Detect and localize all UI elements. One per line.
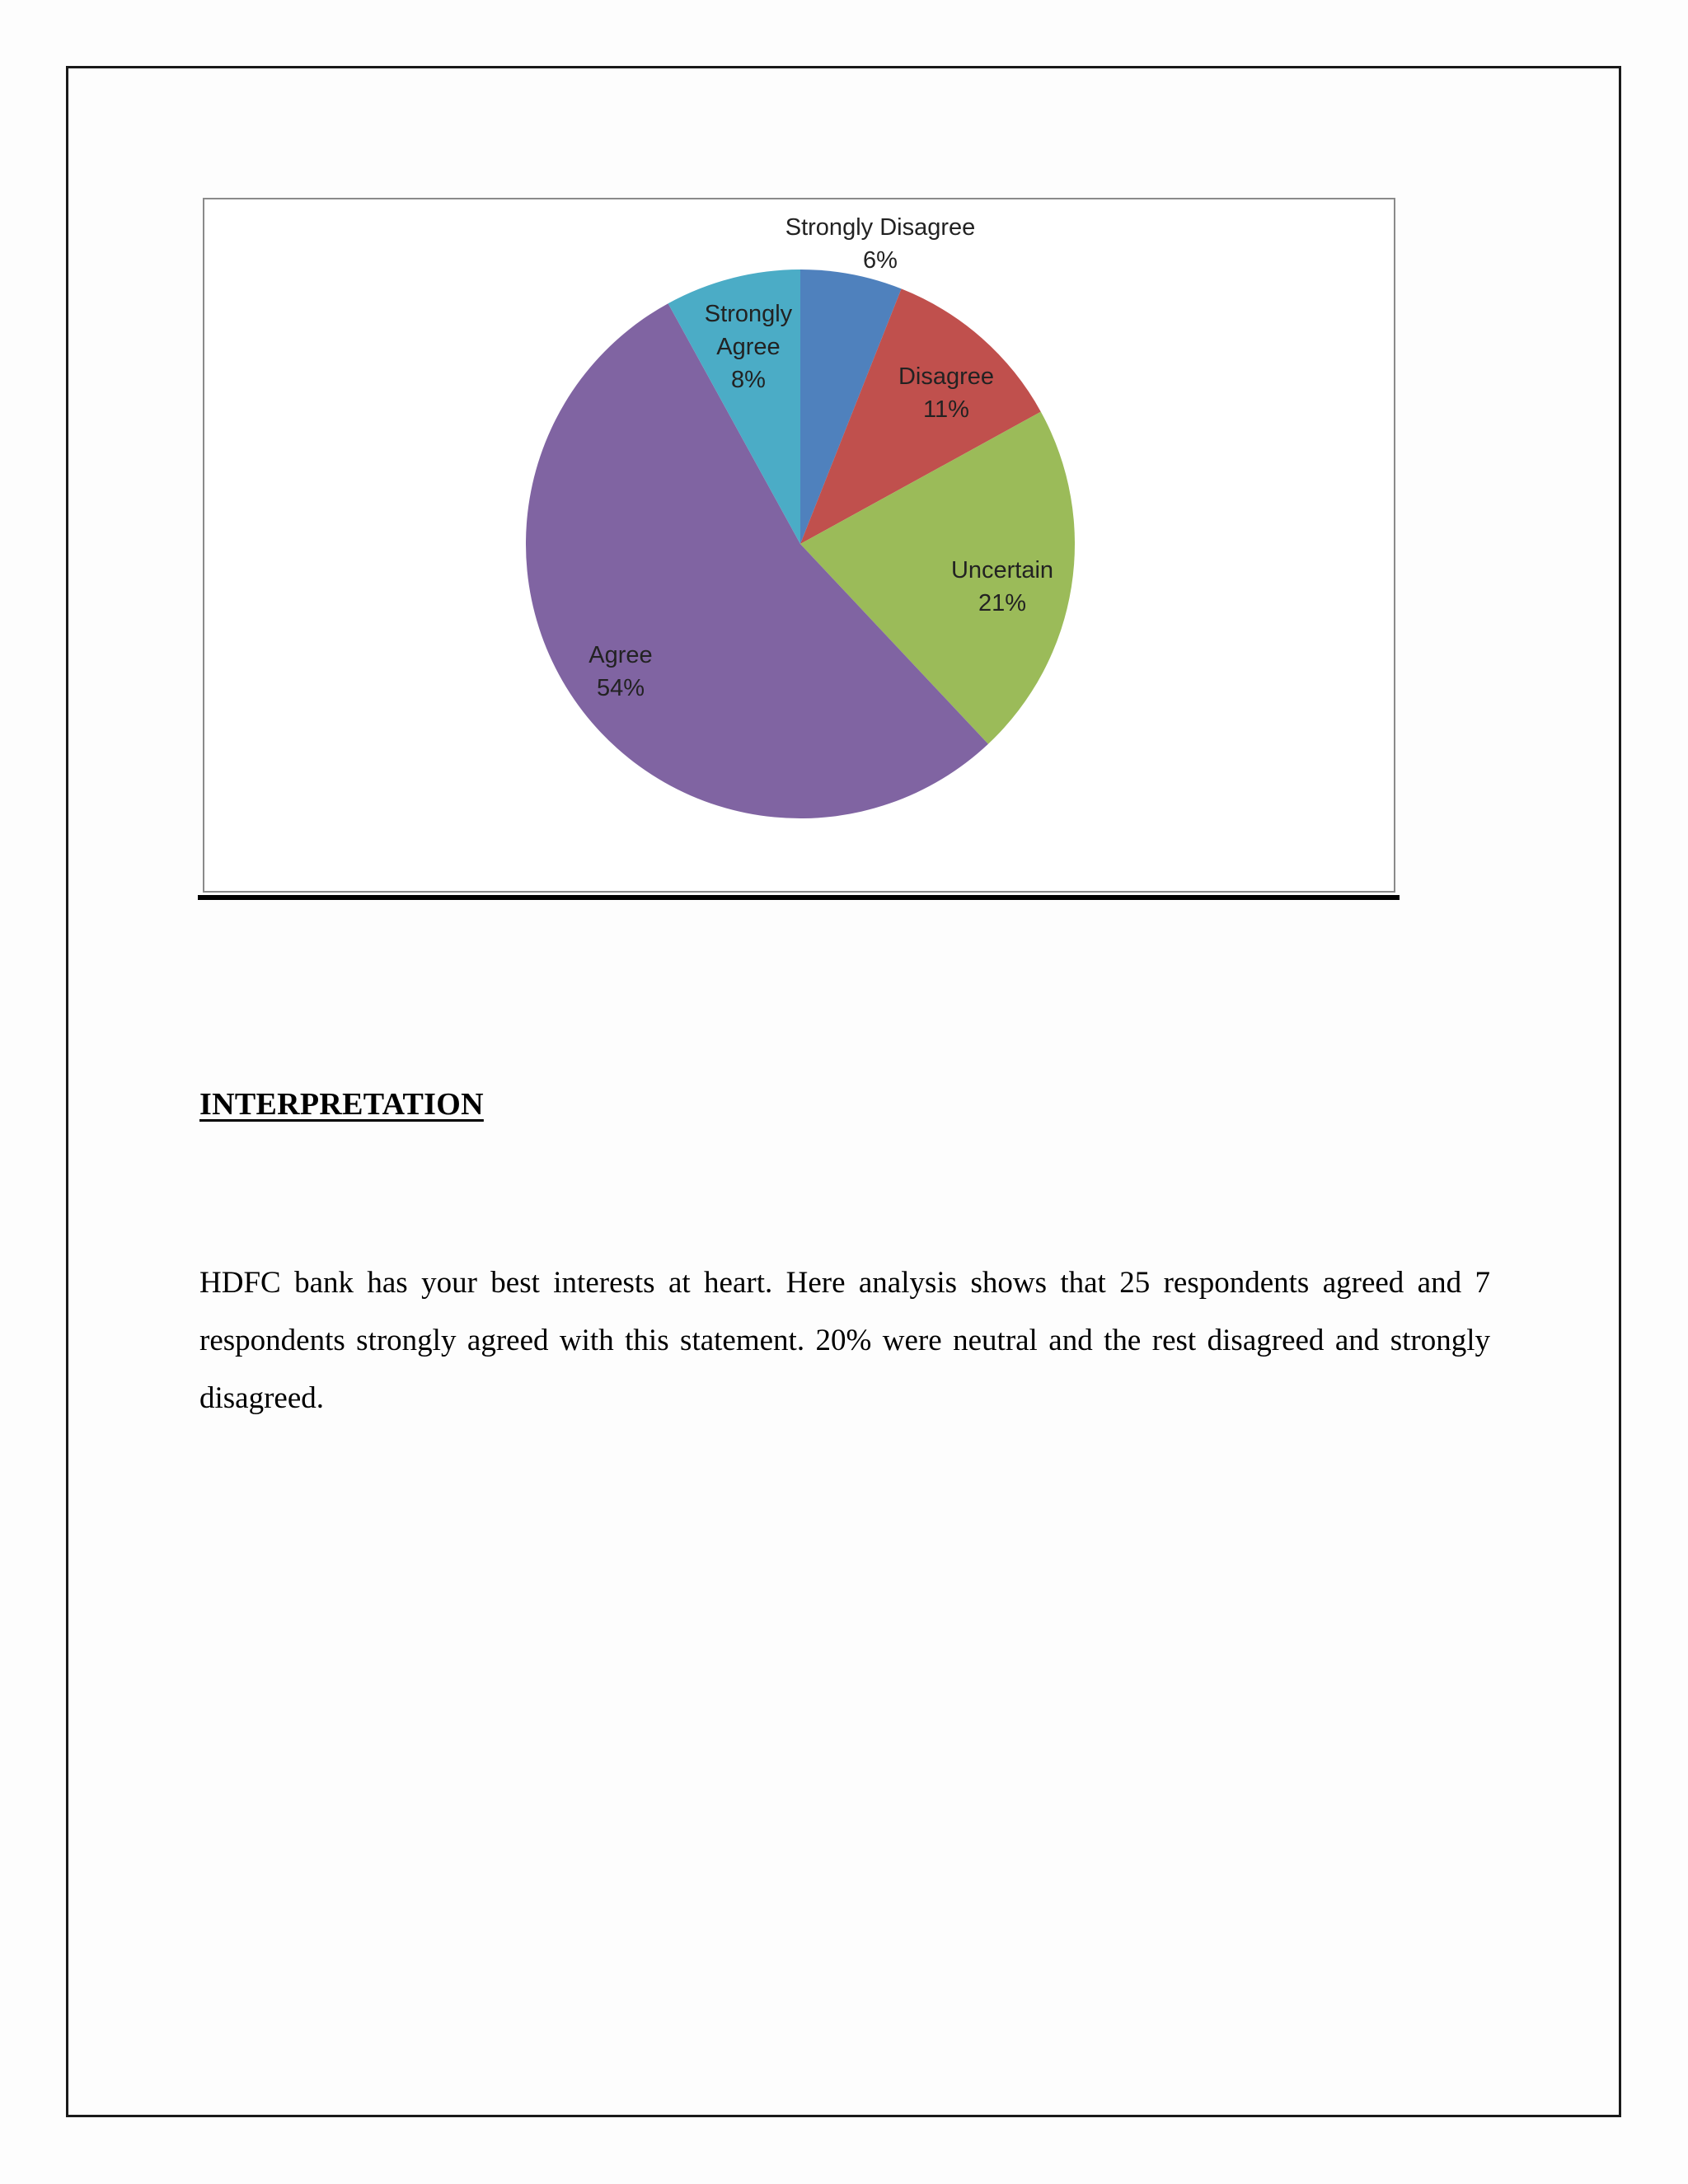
pie-label-strongly-agree: Strongly Agree 8% — [704, 301, 793, 393]
chart-underline-rule — [198, 895, 1400, 900]
pie-label-uncertain: Uncertain 21% — [950, 557, 1054, 616]
pie-label-disagree: Disagree 11% — [898, 363, 995, 423]
pie-chart-canvas — [204, 199, 1394, 891]
interpretation-heading: INTERPRETATION — [199, 1087, 484, 1122]
pie-label-agree: Agree 54% — [588, 642, 653, 701]
interpretation-paragraph: HDFC bank has your best interests at heart. Here analysis shows that 25 respondents agreed and 7 respondents strongly agreed with this statement. 20% were neutral and the rest disagreed and strongly disagreed. — [199, 1266, 1490, 1415]
pie-chart — [203, 198, 1395, 893]
pie-label-strongly-disagree: Strongly Disagree 6% — [785, 214, 976, 274]
